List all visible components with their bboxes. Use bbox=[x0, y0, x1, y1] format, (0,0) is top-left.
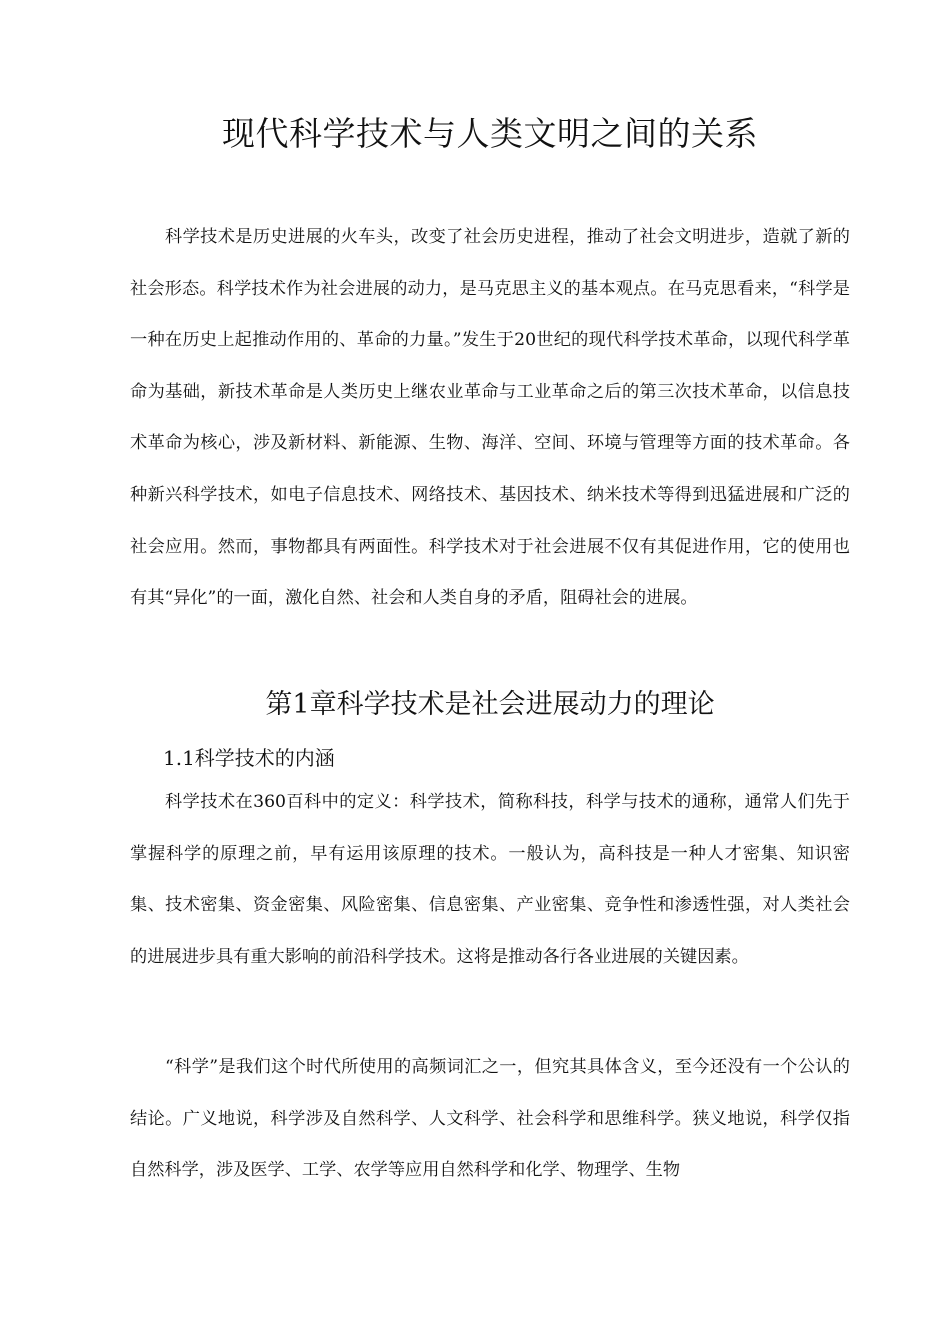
section-paragraph-science: “科学”是我们这个时代所使用的高频词汇之一，但究其具体含义，至今还没有一个公认的结论。广义地说，科学涉及自然科学、人文科学、社会科学和思维科学。狭义地说，科学仅指自然科学，涉及医学、工学、农学等应用自然科学和化学、物理学、生物 bbox=[130, 1057, 850, 1181]
intro-paragraph: 科学技术是历史进展的火车头，改变了社会历史进程，推动了社会文明进步，造就了新的社会形态。科学技术作为社会进展的动力，是马克思主义的基本观点。在马克思看来，“科学是一种在历史上起推动作用的、革命的力量。”发生于20世纪的现代科学技术革命，以现代科学革命为基础，新技术革命是人类历史上继农业革命与工业革命之后的第三次技术革命，以信息技术革命为核心，涉及新材料、新能源、生物、海洋、空间、环境与管理等方面的技术革命。各种新兴科学技术，如电子信息技术、网络技术、基因技术、纳米技术等得到迅猛进展和广泛的社会应用。然而，事物都具有两面性。科学技术对于社会进展不仅有其促进作用，它的使用也有其“异化”的一面，激化自然、社会和人类自身的矛盾，阻碍社会的进展。 bbox=[130, 227, 850, 609]
document-title: 现代科学技术与人类文明之间的关系 bbox=[222, 114, 758, 153]
chapter-heading: 第1章科学技术是社会进展动力的理论 bbox=[265, 689, 715, 720]
section-paragraph-definition: 科学技术在360百科中的定义：科学技术，简称科技，科学与技术的通称，通常人们先于掌握科学的原理之前，早有运用该原理的技术。一般认为，高科技是一种人才密集、知识密集、技术密集、资金密集、风险密集、信息密集、产业密集、竞争性和渗透性强，对人类社会的进展进步具有重大影响的前沿科学技术。这将是推动各行各业进展的关键因素。 bbox=[130, 792, 850, 967]
section-heading: 1.1科学技术的内涵 bbox=[163, 746, 335, 770]
